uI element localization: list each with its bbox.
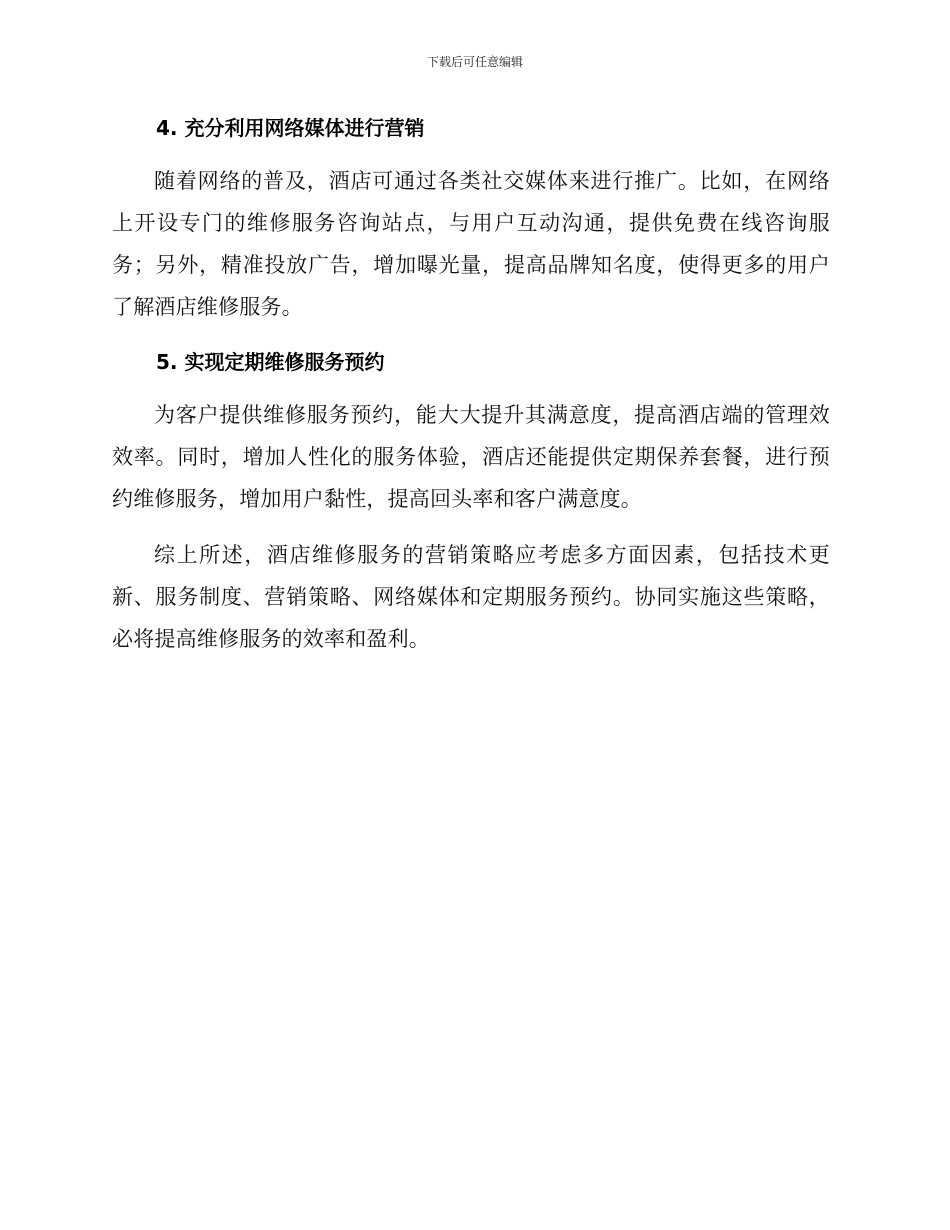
page-header: 下载后可任意编辑 [426, 55, 523, 69]
section-heading-5: 5. 实现定期维修服务预约 [156, 350, 385, 374]
section-paragraph-4: 随着网络的普及，酒店可通过各类社交媒体来进行推广。比如，在网络上开设专门的维修服务咨询站点，与用户互动沟通，提供免费在线咨询服务；另外，精准投放广告，增加曝光量，提高品牌知名度，使得更多的用户了解酒店维修服务。 [112, 169, 830, 319]
section-paragraph-5: 为客户提供维修服务预约，能大大提升其满意度，提高酒店端的管理效效率。同时，增加人性化的服务体验，酒店还能提供定期保养套餐，进行预约维修服务，增加用户黏性，提高回头率和客户满意度。 [112, 403, 830, 511]
document-body [112, 108, 830, 660]
section-heading-4: 4. 充分利用网络媒体进行营销 [156, 116, 425, 140]
conclusion-paragraph: 综上所述，酒店维修服务的营销策略应考虑多方面因素，包括技术更新、服务制度、营销策略、网络媒体和定期服务预约。协同实施这些策略，必将提高维修服务的效率和盈利。 [112, 543, 830, 651]
